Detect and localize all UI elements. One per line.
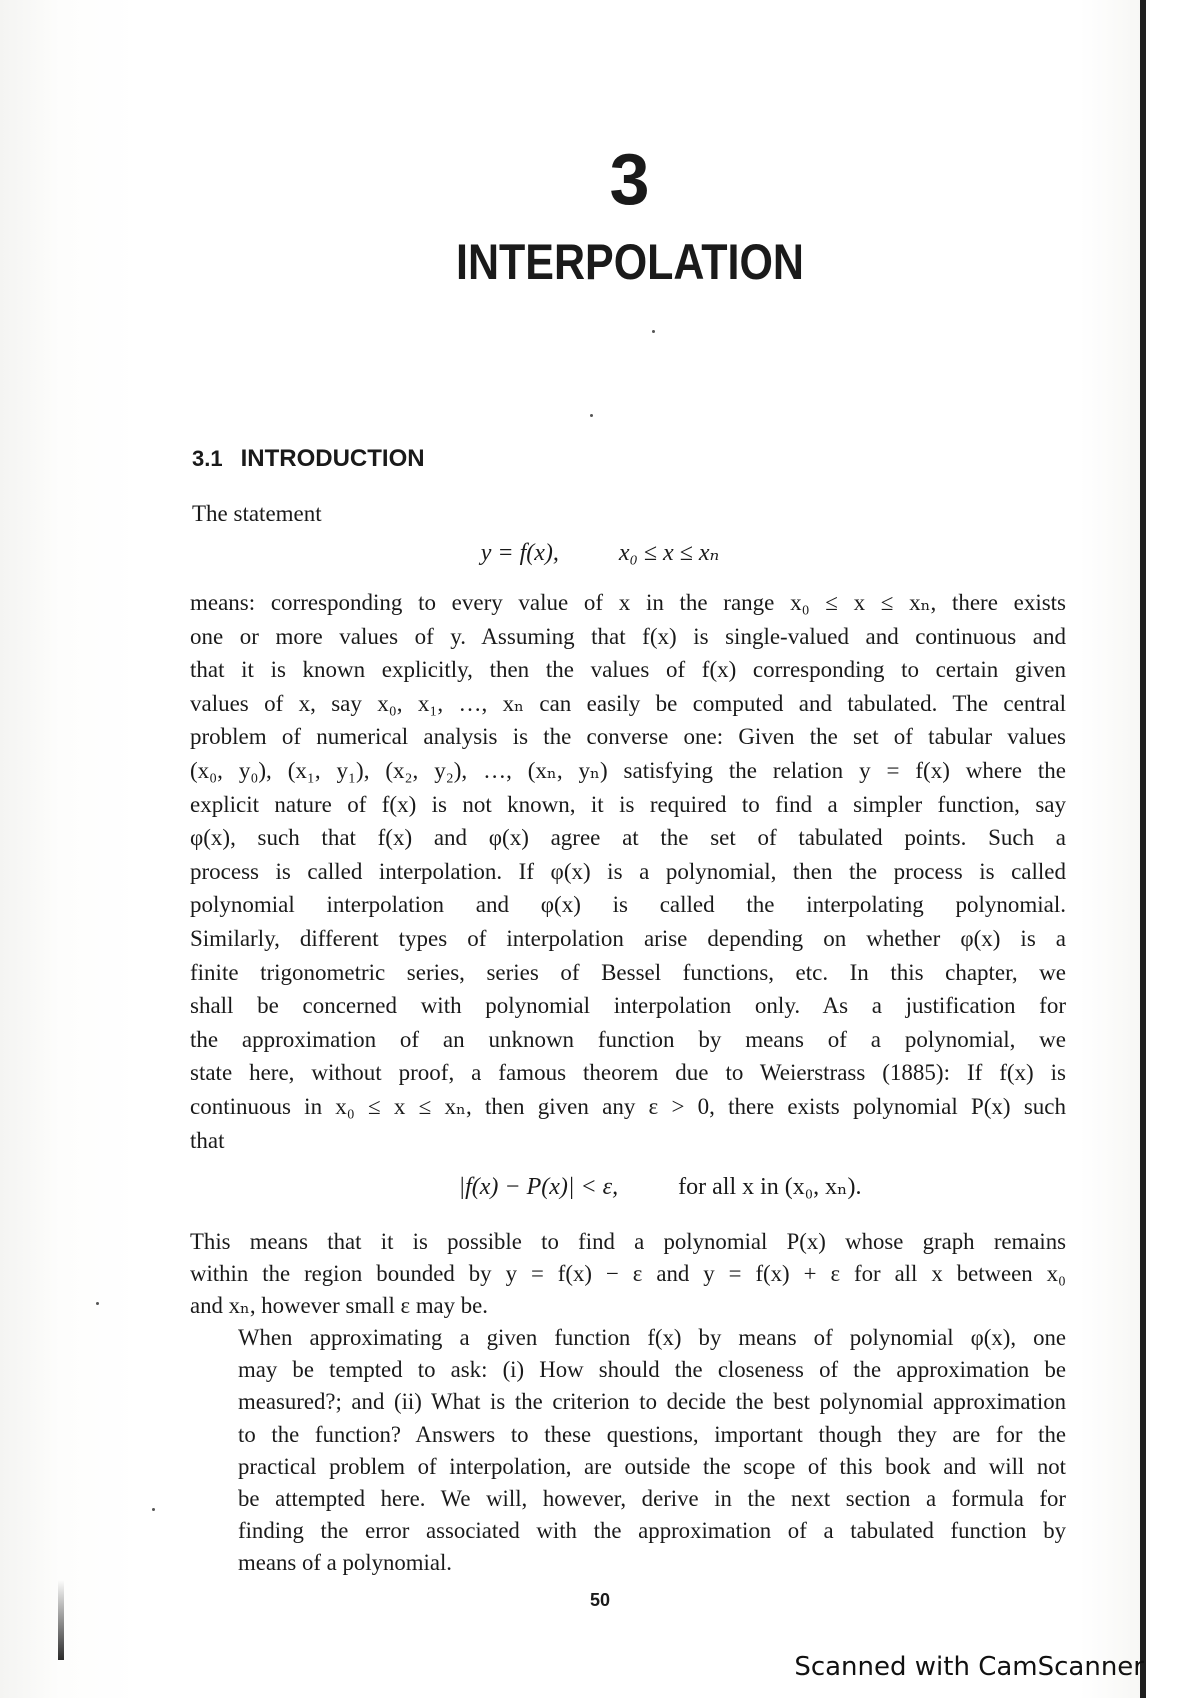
text-line: finite trigonometric series, series of Bessel functions, etc. In this chapter, we (190, 959, 1066, 985)
text-line: finding the error associated with the approximation of a tabulated function by (238, 1518, 1066, 1544)
equation-lhs: y = f(x), (480, 540, 559, 566)
text-line: measured?; and (ii) What is the criterion to decide the best polynomial approximation (238, 1389, 1066, 1415)
text-line: problem of numerical analysis is the converse one: Given the set of tabular values (190, 724, 1066, 750)
text-line: that it is known explicitly, then the values of f(x) corresponding to certain given (190, 657, 1066, 683)
text-line: state here, without proof, a famous theorem due to Weierstrass (1885): If f(x) is (190, 1060, 1066, 1086)
paragraph-approximation-questions (190, 1322, 1066, 1580)
scan-speck (152, 1508, 155, 1511)
text-line: process is called interpolation. If φ(x) is a polynomial, then the process is called (190, 858, 1066, 884)
text-line: to the function? Answers to these questions, important though they are for the (238, 1421, 1066, 1447)
text-line: means of a polynomial. (238, 1550, 452, 1576)
chapter-title: INTERPOLATION (456, 234, 804, 290)
text-line: means: corresponding to every value of x in the range x₀ ≤ x ≤ xₙ, there exists (190, 590, 1066, 615)
scan-speck (96, 1302, 99, 1305)
text-line: This means that it is possible to find a polynomial P(x) whose graph remains (190, 1229, 1066, 1254)
section-number: 3.1 (192, 446, 223, 471)
lead-sentence: The statement (192, 501, 322, 526)
text-line: may be tempted to ask: (i) How should the closeness of the approximation be (238, 1357, 1066, 1383)
scan-speck (652, 330, 655, 333)
section-heading (192, 444, 425, 474)
text-line: values of x, say x₀, x₁, …, xₙ can easily be computed and tabulated. The central (190, 690, 1066, 716)
equation-condition: for all x in (x₀, xₙ). (678, 1174, 862, 1200)
text-line: the approximation of an unknown function by means of a polynomial, we (190, 1026, 1066, 1052)
text-line: shall be concerned with polynomial interpolation only. As a justification for (190, 993, 1066, 1019)
equation-range: x₀ ≤ x ≤ xₙ (618, 540, 720, 566)
text-line: φ(x), such that f(x) and φ(x) agree at the set of tabulated points. Such a (190, 825, 1066, 851)
page-number: 50 (589, 1590, 611, 1610)
text-line: explicit nature of f(x) is not known, it is required to find a simpler function, say (190, 791, 1066, 817)
text-line: (x₀, y₀), (x₁, y₁), (x₂, y₂), …, (xₙ, yₙ) satisfying the relation y = f(x) where the (190, 757, 1066, 783)
text-line: and xₙ, however small ε may be. (190, 1293, 488, 1319)
section-title: INTRODUCTION (240, 445, 425, 472)
equation-inequality: |f(x) − P(x)| < ε, (458, 1174, 619, 1200)
text-line: Similarly, different types of interpolation arise depending on whether φ(x) is a (190, 925, 1066, 951)
paragraph-interpolation-intro (190, 586, 1066, 1157)
equation-weierstrass (60, 1172, 1200, 1202)
text-line: continuous in x₀ ≤ x ≤ xₙ, then given any ε > 0, there exists polynomial P(x) such (190, 1093, 1066, 1119)
text-line: within the region bounded by y = f(x) − ε and y = f(x) + ε for all x between x₀ (190, 1261, 1066, 1287)
paragraph-graph-region (190, 1226, 1066, 1323)
text-line: one or more values of y. Assuming that f(x) is single-valued and continuous and (190, 623, 1066, 649)
text-line: When approximating a given function f(x) by means of polynomial φ(x), one (238, 1325, 1066, 1350)
text-line: be attempted here. We will, however, derive in the next section a formula for (238, 1485, 1066, 1511)
text-line: polynomial interpolation and φ(x) is called the interpolating polynomial. (190, 892, 1066, 918)
scanner-watermark: Scanned with CamScanner (794, 1652, 1144, 1682)
equation-definition (0, 538, 1200, 568)
text-line: practical problem of interpolation, are outside the scope of this book and will not (238, 1453, 1066, 1479)
text-line: that (190, 1127, 225, 1153)
chapter-number: 3 (609, 140, 651, 220)
scan-speck (590, 414, 593, 417)
